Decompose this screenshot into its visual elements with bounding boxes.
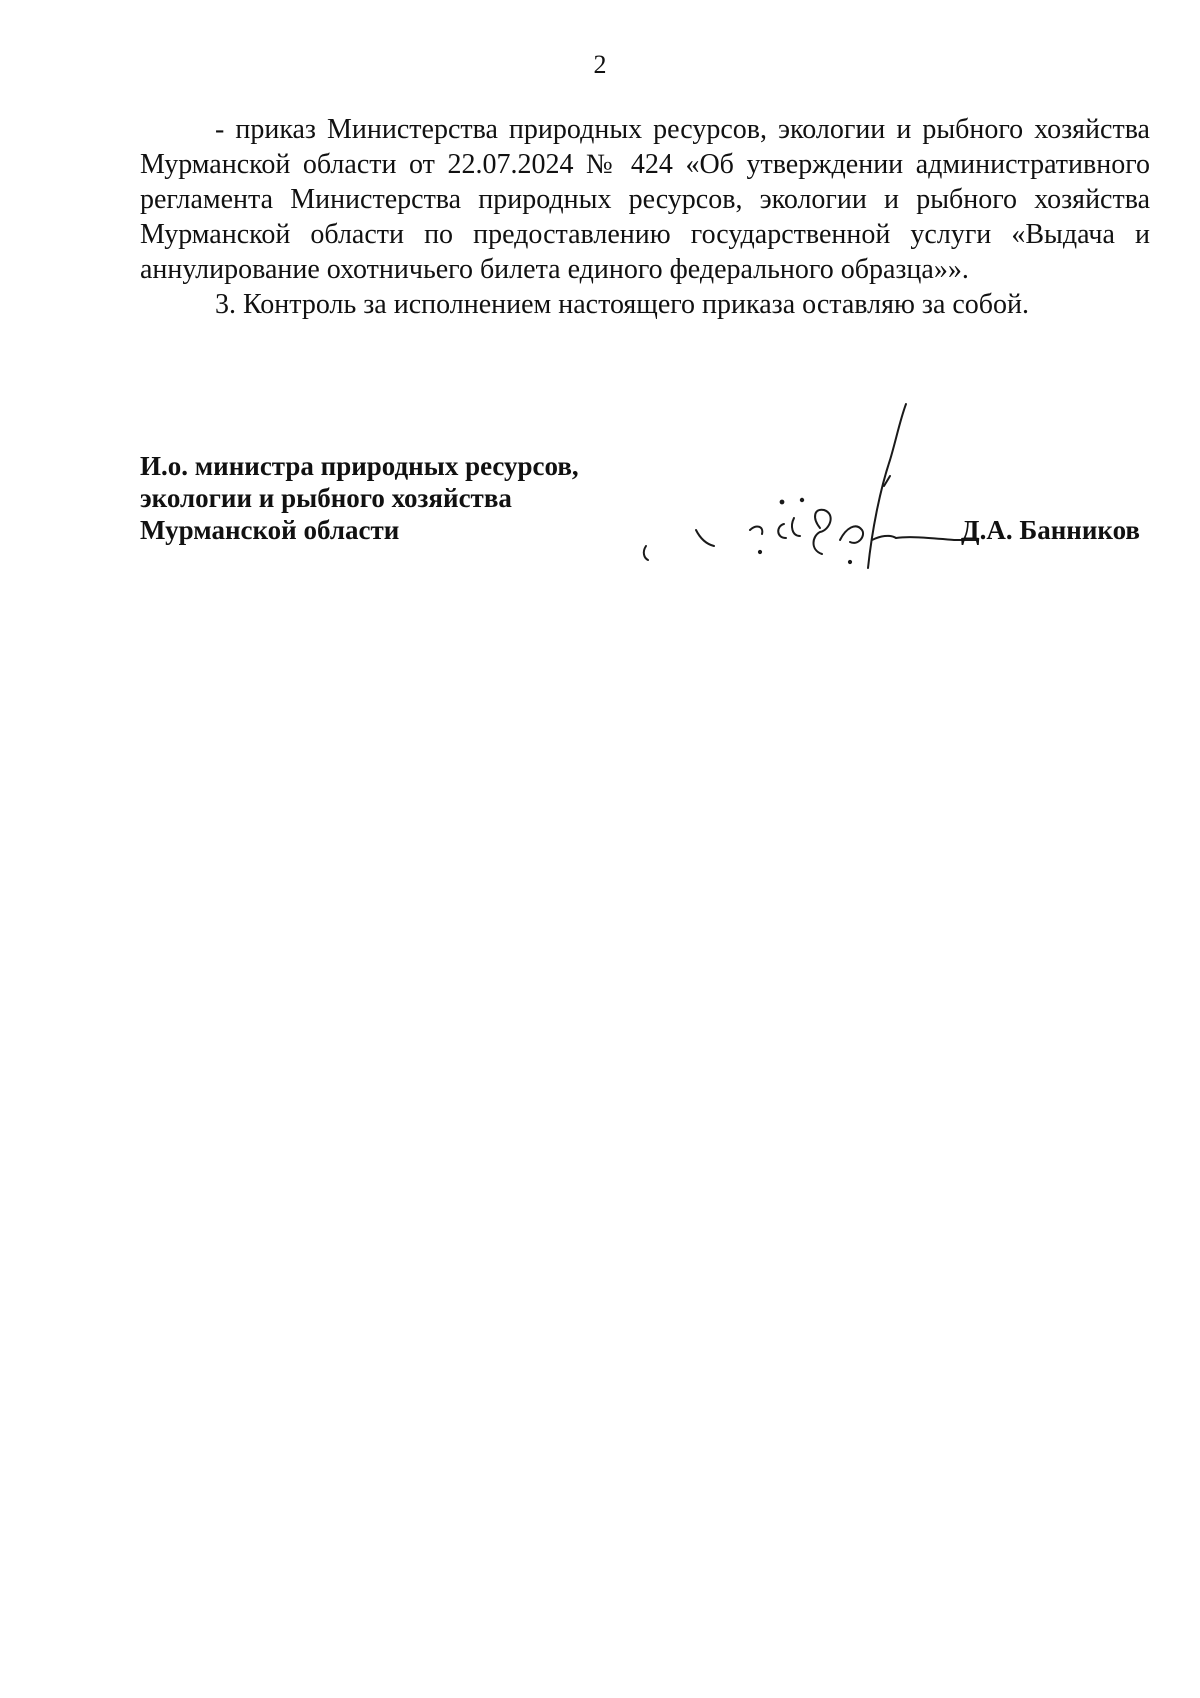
paragraph-control-clause: 3. Контроль за исполнением настоящего приказа оставляю за собой.: [215, 289, 1030, 320]
signer-title-line-2: экологии и рыбного хозяйства: [140, 483, 512, 513]
paragraph-revoked-order: - приказ Министерства природных ресурсов, экологии и рыбного хозяйства Мурманской области от 22.07.2024 № 424 «Об утверждении административного регламента Министерства природных ресурсов, экологии и рыбного хозяйства Мурманской области по предоставлению государственной услуги «Выдача и аннулирование охотничьего билета единого федерального образца»».: [140, 114, 1150, 285]
document-body: [140, 112, 1150, 322]
signer-title-line-3: Мурманской области: [140, 515, 400, 545]
handwritten-signature: [550, 390, 1070, 590]
signer-name: Д.А. Банников: [961, 515, 1140, 545]
signer-title-line-1: И.о. министра природных ресурсов,: [140, 451, 579, 481]
page-number: 2: [593, 50, 607, 79]
signature-block: [140, 450, 1150, 590]
signer-title: [140, 450, 579, 546]
